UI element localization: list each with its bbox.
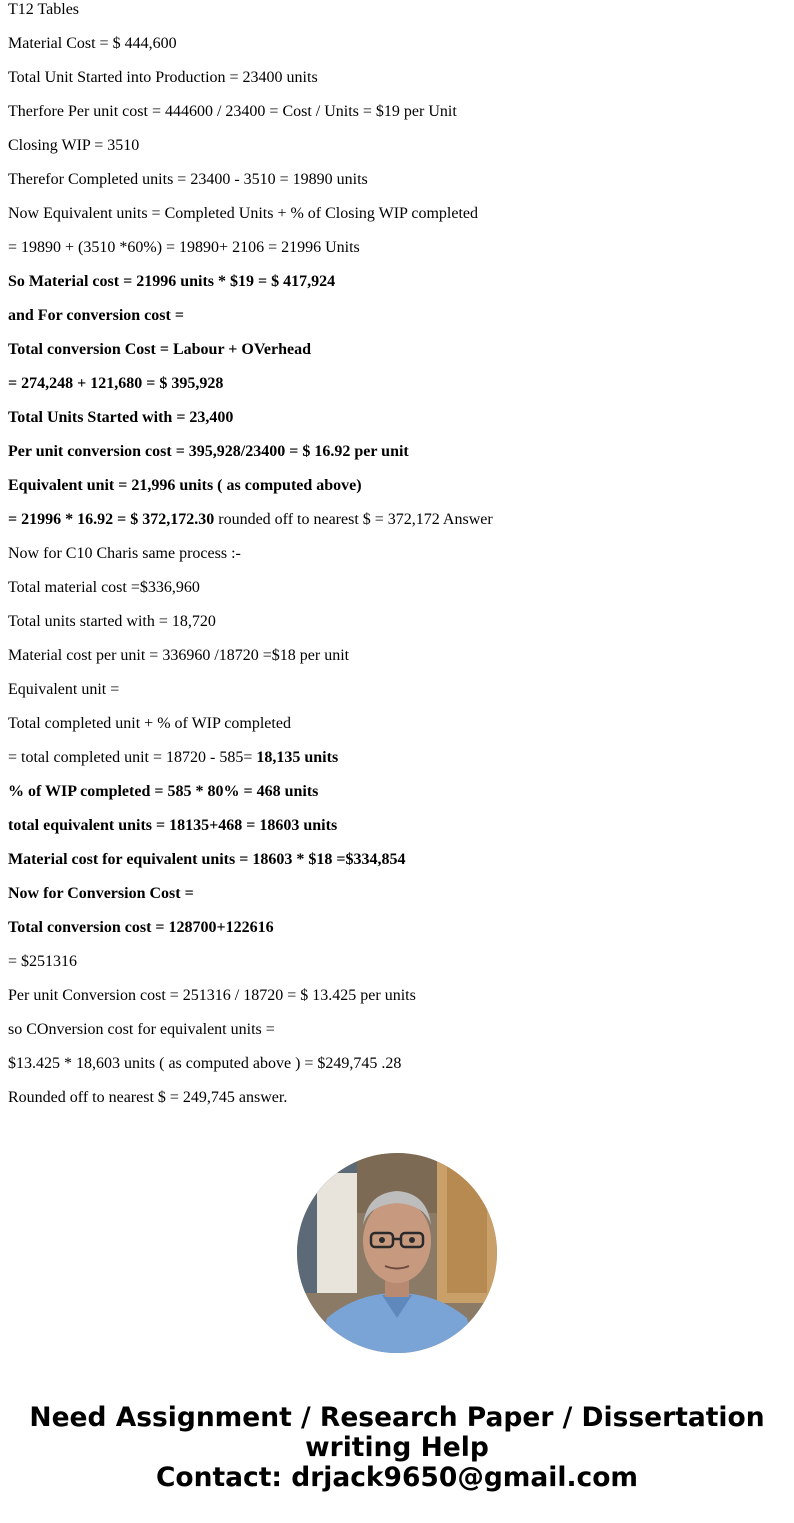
plain-text: Now for C10 Charis same process :- bbox=[8, 545, 241, 562]
plain-text: Material cost per unit = 336960 /18720 =$18 per unit bbox=[8, 647, 350, 664]
plain-text: = $251316 bbox=[8, 953, 78, 970]
text-line bbox=[8, 306, 788, 340]
text-line bbox=[8, 748, 788, 782]
plain-text: = 19890 + (3510 *60%) = 19890+ 2106 = 21996 Units bbox=[8, 239, 360, 256]
bold-text: Equivalent unit = 21,996 units ( as computed above) bbox=[8, 477, 362, 494]
text-line bbox=[8, 34, 788, 68]
text-line bbox=[8, 544, 788, 578]
text-line bbox=[8, 102, 788, 136]
plain-text: Total completed unit + % of WIP completed bbox=[8, 715, 291, 732]
text-line bbox=[8, 816, 788, 850]
text-line bbox=[8, 714, 788, 748]
promo-line-1: Need Assignment / Research Paper / Dissertation bbox=[29, 1402, 765, 1433]
bold-text: and For conversion cost = bbox=[8, 307, 184, 324]
text-line bbox=[8, 238, 788, 272]
text-line bbox=[8, 986, 788, 1020]
text-line bbox=[8, 170, 788, 204]
text-line bbox=[8, 1020, 788, 1054]
text-line bbox=[8, 136, 788, 170]
bold-text: 18,135 units bbox=[256, 749, 339, 766]
text-line bbox=[8, 442, 788, 476]
plain-text: $13.425 * 18,603 units ( as computed above ) = $249,745 .28 bbox=[8, 1055, 402, 1072]
text-line bbox=[8, 646, 788, 680]
text-line bbox=[8, 68, 788, 102]
bold-text: = 21996 * 16.92 = $ 372,172.30 bbox=[8, 511, 215, 528]
plain-text: = total completed unit = 18720 - 585= bbox=[8, 749, 257, 766]
text-line bbox=[8, 680, 788, 714]
bold-text: Per unit conversion cost = 395,928/23400 = $ 16.92 per unit bbox=[8, 443, 409, 460]
plain-text: Therfore Per unit cost = 444600 / 23400 = Cost / Units = $19 per Unit bbox=[8, 103, 457, 120]
bold-text: So Material cost = 21996 units * $19 = $ 417,924 bbox=[8, 273, 336, 290]
plain-text: rounded off to nearest $ = 372,172 Answer bbox=[214, 511, 493, 528]
promo-line-2: writing Help bbox=[305, 1432, 489, 1463]
text-line bbox=[8, 884, 788, 918]
promo-contact: Contact: drjack9650@gmail.com bbox=[155, 1462, 639, 1493]
text-line bbox=[8, 1088, 788, 1122]
plain-text: T12 Tables bbox=[8, 1, 80, 18]
author-photo bbox=[297, 1153, 497, 1353]
plain-text: Equivalent unit = bbox=[8, 681, 120, 698]
text-line bbox=[8, 1054, 788, 1088]
text-line bbox=[8, 510, 788, 544]
plain-text: Rounded off to nearest $ = 249,745 answer. bbox=[8, 1089, 288, 1106]
plain-text: Per unit Conversion cost = 251316 / 18720 = $ 13.425 per units bbox=[8, 987, 416, 1004]
text-line bbox=[8, 374, 788, 408]
author-avatar bbox=[297, 1153, 497, 1353]
plain-text: Total Unit Started into Production = 23400 units bbox=[8, 69, 318, 86]
text-line bbox=[8, 578, 788, 612]
bold-text: total equivalent units = 18135+468 = 18603 units bbox=[8, 817, 338, 834]
bold-text: % of WIP completed = 585 * 80% = 468 units bbox=[8, 783, 319, 800]
bold-text: Total conversion cost = 128700+122616 bbox=[8, 919, 274, 936]
text-line bbox=[8, 612, 788, 646]
bold-text: Total conversion Cost = Labour + OVerhead bbox=[8, 341, 312, 358]
plain-text: Therefor Completed units = 23400 - 3510 = 19890 units bbox=[8, 171, 368, 188]
text-line bbox=[8, 476, 788, 510]
plain-text: Now Equivalent units = Completed Units + % of Closing WIP completed bbox=[8, 205, 478, 222]
bold-text: Now for Conversion Cost = bbox=[8, 885, 194, 902]
bold-text: = 274,248 + 121,680 = $ 395,928 bbox=[8, 375, 224, 392]
plain-text: Total material cost =$336,960 bbox=[8, 579, 200, 596]
text-line bbox=[8, 952, 788, 986]
promo-banner bbox=[0, 1403, 794, 1493]
text-line bbox=[8, 204, 788, 238]
text-line bbox=[8, 850, 788, 884]
solution-document bbox=[8, 0, 788, 1122]
text-line bbox=[8, 782, 788, 816]
plain-text: Total units started with = 18,720 bbox=[8, 613, 216, 630]
bold-text: Material cost for equivalent units = 18603 * $18 =$334,854 bbox=[8, 851, 406, 868]
plain-text: Material Cost = $ 444,600 bbox=[8, 35, 177, 52]
text-line bbox=[8, 340, 788, 374]
bold-text: Total Units Started with = 23,400 bbox=[8, 409, 234, 426]
text-line bbox=[8, 0, 788, 34]
text-line bbox=[8, 408, 788, 442]
plain-text: Closing WIP = 3510 bbox=[8, 137, 140, 154]
plain-text: so COnversion cost for equivalent units = bbox=[8, 1021, 275, 1038]
text-line bbox=[8, 918, 788, 952]
text-line bbox=[8, 272, 788, 306]
